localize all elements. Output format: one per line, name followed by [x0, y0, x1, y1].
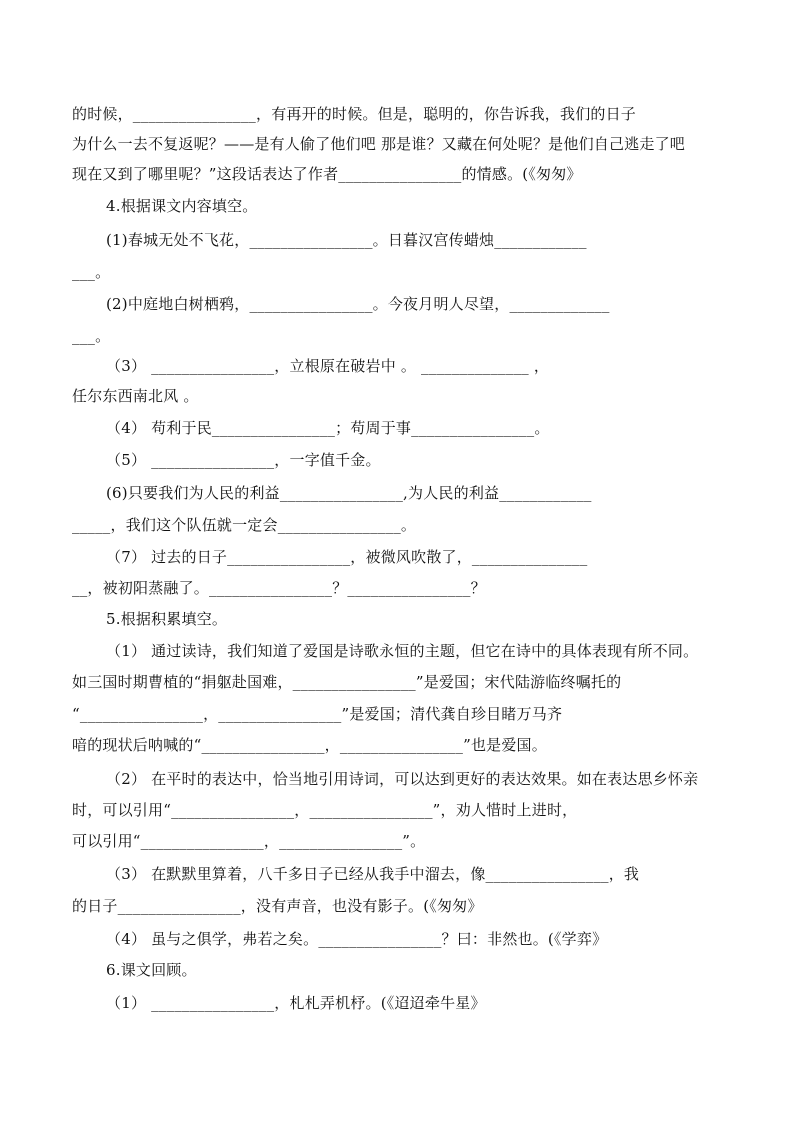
text-line: 可以引用“________________，________________”。: [72, 832, 426, 850]
text-line: （7） 过去的日子________________，被微风吹散了，_______________: [106, 548, 588, 566]
section-heading: 6.课文回顾。: [106, 961, 197, 979]
text-line: （5） ________________，一字值千金。: [106, 451, 381, 469]
text-line: （1） ________________，札札弄机杼。(《迢迢牵牛星》: [106, 994, 486, 1012]
text-line: (6)只要我们为人民的利益________________,为人民的利益____________: [106, 484, 592, 502]
text-line: （4） 苟利于民________________；苟周于事________________。: [106, 419, 550, 437]
text-line: （2） 在平时的表达中，恰当地引用诗词，可以达到更好的表达效果。如在表达思乡怀亲: [106, 770, 699, 788]
section-heading: 4.根据课文内容填空。: [106, 197, 258, 215]
text-line: 现在又到了哪里呢？”这段话表达了作者________________的情感。(《匆匆》: [72, 165, 582, 183]
text-line: 时，可以引用“________________，________________”，劝人惜时上进时，: [72, 801, 578, 819]
text-line: __，被初阳蒸融了。________________？________________？: [72, 579, 486, 597]
text-line: 任尔东西南北风 。: [72, 387, 199, 405]
text-line: （3） 在默默里算着，八千多日子已经从我手中溜去，像________________，我: [106, 865, 640, 883]
text-line: ___。: [72, 327, 111, 345]
section-heading: 5.根据积累填空。: [106, 610, 228, 628]
text-line: 如三国时期曹植的“捐躯赴国难，________________”是爱国；宋代陆游临终嘱托的: [72, 673, 622, 691]
text-line: _____，我们这个队伍就一定会________________。: [72, 516, 417, 534]
text-line: （3） ________________，立根原在破岩中 。 ______________ ，: [106, 357, 550, 375]
text-line: 的日子________________，没有声音，也没有影子。(《匆匆》: [72, 897, 483, 915]
text-line: (1)春城无处不飞花，________________。日暮汉宫传蜡烛____________: [106, 231, 587, 249]
text-line: 喑的现状后呐喊的“________________，________________”也是爱国。: [72, 736, 547, 754]
text-line: （4） 虽与之俱学，弗若之矣。________________？曰：非然也。(《学弈》: [106, 930, 608, 948]
text-line: “________________，________________”是爱国；清代龚自珍目睹万马齐: [72, 705, 563, 723]
text-line: 的时候，________________，有再开的时候。但是，聪明的，你告诉我，我们的日子: [72, 105, 637, 123]
text-line: 为什么一去不复返呢？——是有人偷了他们吧 那是谁？又藏在何处呢？是他们自己逃走了吧: [72, 135, 685, 153]
text-line: ___。: [72, 263, 111, 281]
text-line: （1） 通过读诗，我们知道了爱国是诗歌永恒的主题，但它在诗中的具体表现有所不同。: [106, 642, 699, 660]
text-line: (2)中庭地白树栖鸦，________________。今夜月明人尽望，_____________: [106, 295, 610, 313]
